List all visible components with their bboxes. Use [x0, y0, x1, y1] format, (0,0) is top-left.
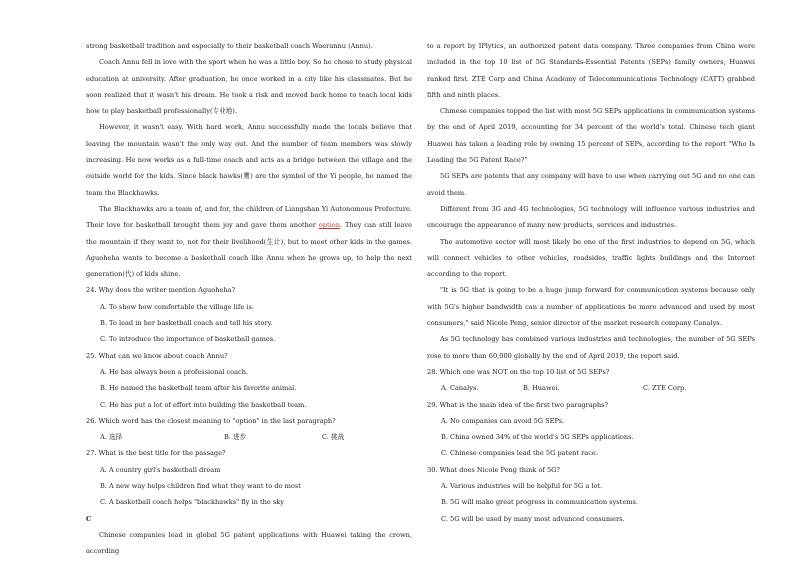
passage-c-paragraph-6: "It is 5G that is going to be a huge jump forward for communication systems because only with 5G's higher bandwidth can a number of applications be more advanced and used by most consumers," said Nicole Peng, senior director of the market research company Canalys. [427, 286, 755, 328]
question-26-option-b: B. 进步 [224, 433, 247, 442]
question-28-option-c: C. ZTE Corp. [643, 384, 687, 393]
question-24-option-b: B. To lead in her basketball coach and tell his story. [100, 319, 273, 328]
question-25-option-b: B. He named the basketball team after his favorite animal. [100, 384, 297, 393]
passage-c-paragraph-7: As 5G technology has combined various industries and technologies, the number of 5G SEPs rose to more than 60,000 globally by the end of April 2019, the report said. [427, 335, 755, 360]
question-30-option-a: A. Various industries will be helpful for 5G a lot. [441, 482, 603, 491]
question-28: 28. Which one was NOT on the top 10 list of 5G SEPs? [427, 367, 610, 376]
passage-c-paragraph-3: 5G SEPs are patents that any company will have to use when carrying out 5G and no one can avoid them. [427, 172, 755, 197]
paragraph-3-text-a: The Blackhawks are a team of, and for, the children of Liangshan Yi Autonomous Prefecture. Their love for basketball brought them joy and gave them another [86, 204, 412, 230]
question-29: 29. What is the main idea of the first two paragraphs? [427, 400, 609, 409]
passage-c-opening: Chinese companies lead in global 5G patent applications with Huawei taking the crown, according [86, 530, 412, 556]
right-column [427, 38, 755, 527]
passage-b-paragraph-2: However, it wasn't easy. With hard work, Annu successfully made the locals believe that leaving the mountain wasn't the only way out. And the number of team members was slowly increasing. He now works as a full-time coach and acts as a bridge between the village and the outside world for the kids. Since black hawks(鹰) are the symbol of the Yi people, he named the team the Blackhawks. [86, 123, 412, 197]
question-29-option-c: C. Chinese companies lead the 5G patent race. [441, 449, 598, 458]
question-28-option-b: B. Huawei. [523, 384, 560, 393]
question-24: 24. Why does the writer mention Aguoheha? [86, 286, 236, 295]
question-26-option-c: C. 挑战 [322, 433, 345, 442]
section-heading-c: C [86, 514, 92, 523]
question-24-option-a: A. To show how comfortable the village life is. [100, 302, 254, 311]
passage-b-tail: strong basketball tradition and especially to their basketball coach Waerannu (Annu). [86, 42, 373, 50]
paragraph-3-text-b: . They can still leave the mountain if they want to, not for their livelihood(生计), but to meet other kids in the games. Aguoheha wants to become a basketball coach like Annu when he grows up, to help the next generation(代) of kids shine. [86, 221, 412, 279]
question-24-option-c: C. To introduce the importance of basketball games. [100, 335, 276, 344]
question-27-option-c: C. A basketball coach helps "blackhawks" fly in the sky [100, 498, 284, 507]
question-30: 30. What does Nicole Peng think of 5G? [427, 465, 560, 474]
highlighted-word-option: option [318, 221, 340, 230]
question-25-option-c: C. He has put a lot of effort into building the basketball team. [100, 400, 307, 409]
question-29-option-b: B. China owned 34% of the world's 5G SEPs applications. [441, 433, 634, 442]
question-25-option-a: A. He has always been a professional coach. [100, 367, 249, 376]
question-28-options [427, 380, 755, 396]
question-28-option-a: A. Canalys. [441, 384, 479, 393]
passage-b-paragraph-3 [86, 201, 412, 282]
question-27: 27. What is the best title for the passage? [86, 449, 226, 458]
passage-c-paragraph-2: Chinese companies topped the list with most 5G SEPs applications in communication systems by the end of April 2019, accounting for 34 percent of the world's total. Chinese tech giant Huawei has taken a leading role by owning 15 percent of SEPs, according to the report "Who Is Leading the 5G Patent Race?" [427, 107, 755, 165]
question-27-option-a: A. A country girl's basketball dream [100, 465, 221, 474]
question-25: 25. What can we know about coach Annu? [86, 351, 228, 360]
question-30-option-c: C. 5G will be used by many most advanced consumers. [441, 514, 625, 523]
left-column [86, 38, 412, 560]
question-30-option-b: B. 5G will make great progress in communication systems. [441, 498, 638, 507]
question-27-option-b: B. A new way helps children find what they want to do most [100, 482, 301, 491]
passage-c-paragraph-5: The automotive sector will most likely be one of the first industries to depend on 5G, which will connect vehicles to other vehicles, roadsides, traffic lights buildings and the Internet according to the report. [427, 237, 755, 279]
question-26-option-a: A. 选择 [100, 433, 123, 442]
passage-c-continued: to a report by IPlytics, an authorized patent data company. Three companies from China were included in the top 10 list of 5G Standards-Essential Patents (SEPs) family owners, Huawei ranked first. ZTE Corp and China Academy of Telecommunications Technology (CATT) grabbed fifth and ninth places. [427, 42, 755, 99]
passage-b-paragraph-1: Coach Annu fell in love with the sport when he was a little boy. So he chose to study physical education at university. After graduation, he once worked in a city like his classmates. But he soon realized that it wasn't his dream. He took a risk and moved back home to teach local kids how to play basketball professionally(专业地). [86, 58, 412, 116]
question-26-options [86, 429, 412, 445]
question-29-option-a: A. No companies can avoid 5G SEPs. [441, 416, 565, 425]
question-26: 26. Which word has the closest meaning to "option" in the last paragraph? [86, 416, 336, 425]
passage-c-paragraph-4: Different from 3G and 4G technologies, 5G technology will influence various industries and encourage the appearance of many new products, services and industries. [427, 204, 755, 230]
